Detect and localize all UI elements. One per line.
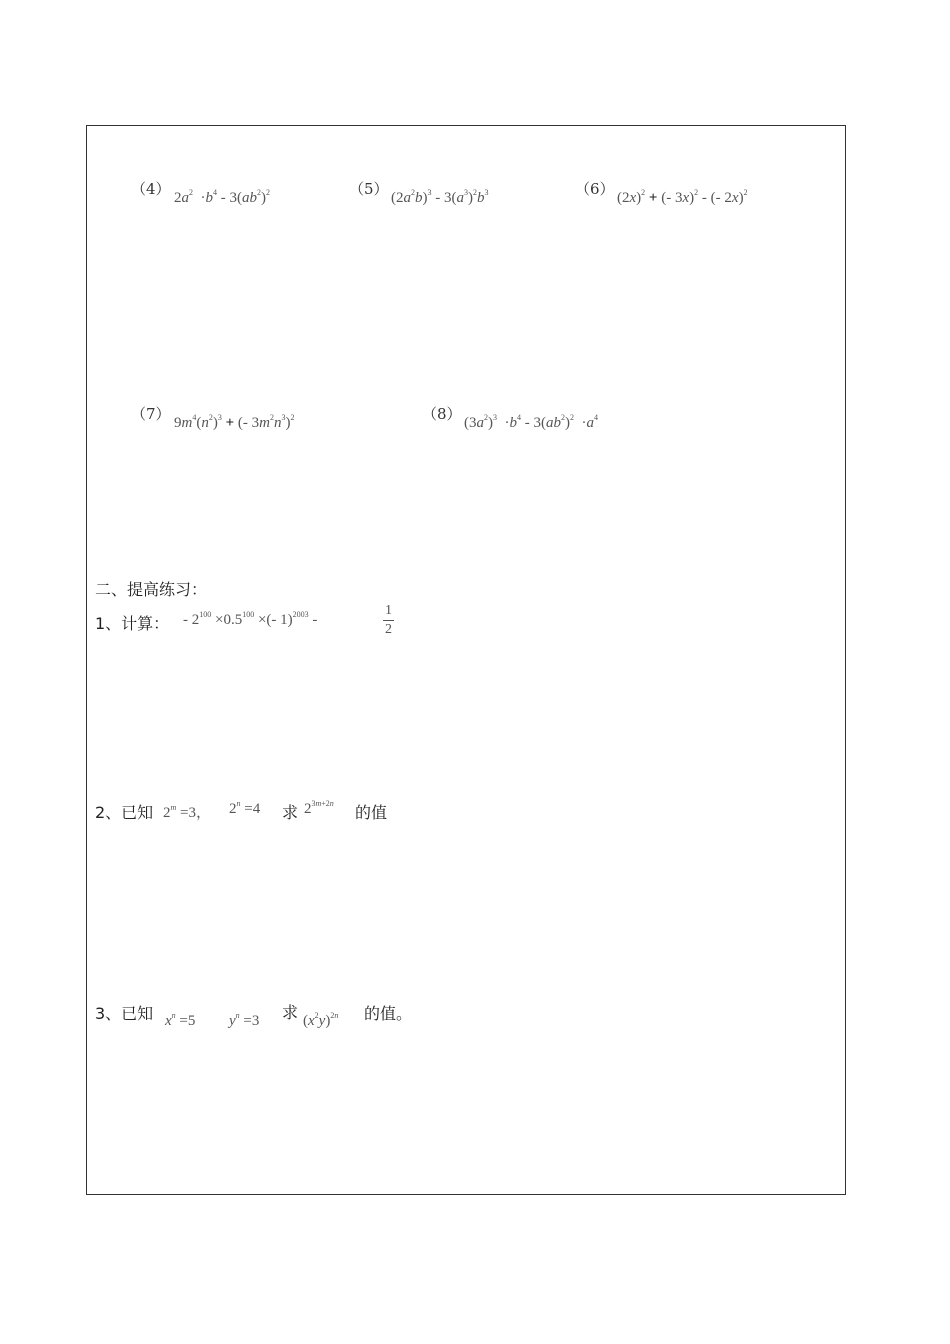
- q3-given-2: $y^n =3$: [229, 1011, 260, 1029]
- problem-4-expression: $2a^2 \cdot b^4 - 3(ab^2)^2$: [174, 188, 270, 206]
- q2-eq2: =4: [244, 801, 261, 817]
- q2-prefix: 2、已知: [95, 803, 154, 822]
- problem-8-label: （8）: [422, 405, 462, 423]
- problem-5-label: （5）: [349, 180, 389, 198]
- q3-prefix: 3、已知: [95, 1004, 154, 1023]
- section-title: 二、提高练习：: [95, 580, 208, 599]
- q1-expression: - $2^{100} \times 0.5^{100}$ ×(- 1)$^{2003}$ -: [183, 610, 318, 628]
- problem-4-label: （4）: [131, 180, 171, 198]
- q2-suffix: 的值: [355, 803, 388, 822]
- q2-given-2: 2$^n$ =4: [229, 799, 261, 817]
- q2-ask: 求: [282, 803, 299, 822]
- q3-target: $(x^2y)^{2n}$: [303, 1011, 339, 1029]
- problem-5-expression: $(2a^2b)^3 - 3(a^3)^2b^3$: [391, 188, 489, 206]
- q3-given-1: $x^n =5$: [165, 1011, 196, 1029]
- q3-suffix: 的值。: [364, 1004, 413, 1023]
- q2-given-1: 2$^m$ =3，: [163, 803, 211, 821]
- q3-eq2: =3: [243, 1013, 260, 1029]
- problem-6-expression: $(2x)^2$ + (- 3x)$^2$ - (- 2x)$^2$: [617, 188, 748, 206]
- q3-eq1: =5: [179, 1013, 196, 1029]
- problem-8-expression: $(3a^2)^3 \cdot b^4 - 3(ab^2)^2 \cdot a^4$: [464, 413, 598, 431]
- problem-7-label: （7）: [131, 405, 171, 423]
- q1-frac-denominator: 2: [385, 622, 392, 637]
- q2-eq1: =3，: [180, 805, 211, 821]
- q3-ask: 求: [282, 1003, 299, 1022]
- q1-fraction: [383, 602, 394, 639]
- worksheet-frame: [86, 125, 846, 1195]
- problem-6-label: （6）: [575, 180, 615, 198]
- problem-7-expression: $9m^4(n^2)^3$ + (- $3m^2n^3)^2$: [174, 413, 295, 431]
- q1-prefix: 1、计算：: [95, 614, 170, 633]
- q2-target: $2^{3m+2n}$: [304, 799, 334, 817]
- q1-frac-numerator: 1: [383, 602, 394, 621]
